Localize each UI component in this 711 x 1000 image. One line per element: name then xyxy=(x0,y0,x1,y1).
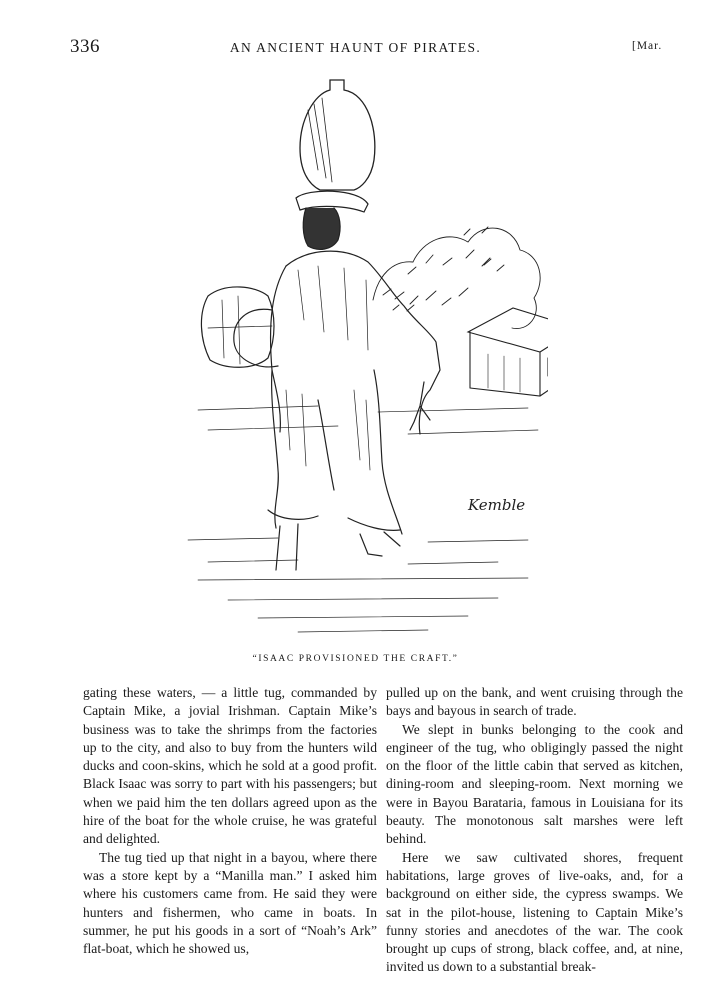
tree-foliage xyxy=(373,227,540,329)
trousers-drawing xyxy=(268,370,402,534)
illustration-caption: “ISAAC PROVISIONED THE CRAFT.” xyxy=(252,654,459,664)
paragraph: The tug tied up that night in a bayou, where there was a store kept by a “Manilla man.” I asked him where his customers came from. He said they were hunters and fishermen, who came in boats. In summer, he put his goods in a sort of “Noah’s Ark” flat-boat, which he showed us, xyxy=(83,849,377,957)
paragraph: We slept in bunks belonging to the cook and engineer of the tug, who obligingly passed the night on the floor of the little cabin that served as kitchen, dining-room and sleeping-room. Next morning we were in Bayou Barataria, famous in Louisiana for its beauty. The monotonous salt marshes were left behind. xyxy=(386,721,683,847)
figure-body xyxy=(201,251,440,434)
page-number: 336 xyxy=(70,36,100,57)
page-header xyxy=(0,36,711,66)
running-title: AN ANCIENT HAUNT OF PIRATES. xyxy=(229,40,482,55)
paragraph: gating these waters, — a little tug, commanded by Captain Mike, a jovial Irishman. Captain Mike’s business was to take the shrimps from the factories up to the city, and also to buy from the hunters wild ducks and coon-skins, which he sold at a good profit. Black Isaac was sorry to part with his passengers; but when we paid him the ten dollars agreed upon as the hire of the boat for the whole cruise, he was grateful and delighted. xyxy=(83,685,377,847)
legs-drawing xyxy=(276,524,400,570)
illustration-signature: Kemble xyxy=(468,496,526,514)
paragraph: Here we saw cultivated shores, frequent habitations, large groves of live-oaks, and, for a background on either side, the cypress swamps. We sat in the pilot-house, listening to Captain Mike’s funny stories and anecdotes of the war. The cook brought up cups of strong, black coffee, and, at nine, invited us down to a substantial break- xyxy=(386,849,683,975)
month-mark: [Mar. xyxy=(632,40,663,52)
right-column xyxy=(386,684,683,977)
head-drawing xyxy=(303,208,340,249)
water-lines xyxy=(188,406,538,632)
illustration xyxy=(168,70,548,642)
paragraph: pulled up on the bank, and went cruising through the bays and bayous in search of trade. xyxy=(386,685,683,719)
jug-drawing xyxy=(300,80,375,190)
cabin-drawing xyxy=(468,308,548,396)
left-column xyxy=(83,684,377,958)
